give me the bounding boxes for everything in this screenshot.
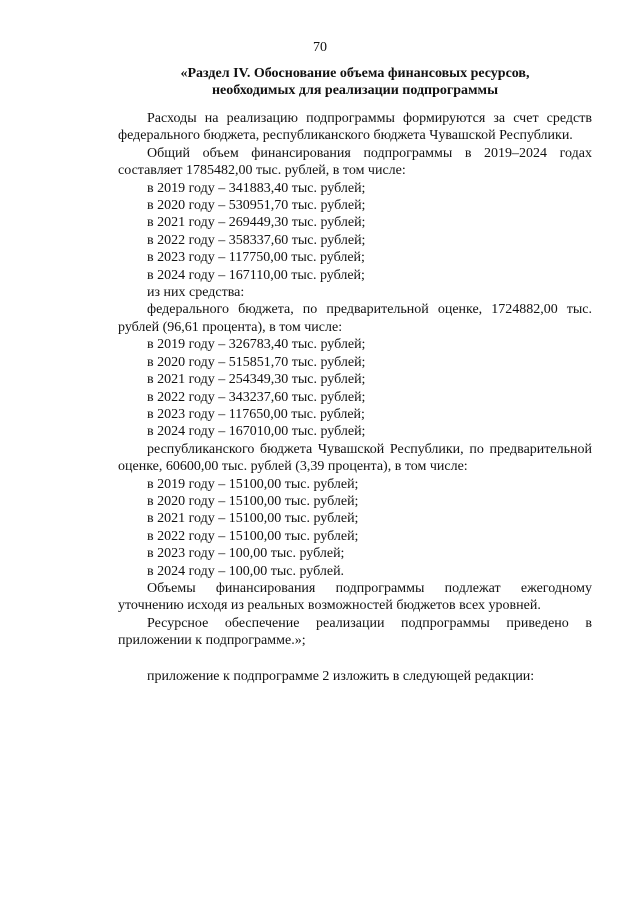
document-body — [118, 110, 592, 685]
federal-year-2022: в 2022 году – 343237,60 тыс. рублей; — [147, 389, 366, 405]
of-which-label: из них средства: — [147, 285, 245, 301]
republic-budget-paragraph: республиканского бюджета Чувашской Республики, по предварительной оценке, 60600,00 тыс. рублей (3,39 процента), в том числе: — [118, 441, 592, 475]
republic-year-2021: в 2021 году – 15100,00 тыс. рублей; — [147, 511, 359, 527]
republic-year-2024: в 2024 году – 100,00 тыс. рублей. — [147, 563, 345, 579]
federal-year-2019: в 2019 году – 326783,40 тыс. рублей; — [147, 337, 366, 353]
closing-paragraph: приложение к подпрограмме 2 изложить в следующей редакции: — [147, 668, 535, 684]
intro-paragraph: Расходы на реализацию подпрограммы формируются за счет средств федерального бюджета, республиканского бюджета Чувашской Республики. — [118, 111, 592, 144]
federal-budget-paragraph: федерального бюджета, по предварительной оценке, 1724882,00 тыс. рублей (96,61 процента), в том числе: — [118, 302, 592, 335]
republic-year-2020: в 2020 году – 15100,00 тыс. рублей; — [147, 493, 359, 509]
federal-year-2023: в 2023 году – 117650,00 тыс. рублей; — [147, 406, 365, 422]
page-number: 70 — [313, 40, 327, 55]
federal-year-2024: в 2024 году – 167010,00 тыс. рублей; — [147, 424, 366, 440]
federal-year-2021: в 2021 году – 254349,30 тыс. рублей; — [147, 372, 366, 388]
resource-paragraph: Ресурсное обеспечение реализации подпрограммы приведено в приложении к подпрограмме.»; — [118, 615, 592, 649]
republic-year-2019: в 2019 году – 15100,00 тыс. рублей; — [147, 476, 359, 492]
adjustment-paragraph: Объемы финансирования подпрограммы подлежат ежегодному уточнению исходя из реальных возможностей бюджетов всех уровней. — [118, 580, 592, 614]
republic-year-2022: в 2022 году – 15100,00 тыс. рублей; — [147, 528, 359, 544]
section-heading — [150, 65, 560, 99]
total-year-2023: в 2023 году – 117750,00 тыс. рублей; — [147, 250, 365, 266]
total-year-2024: в 2024 году – 167110,00 тыс. рублей; — [147, 267, 365, 283]
republic-year-2023: в 2023 году – 100,00 тыс. рублей; — [147, 546, 345, 562]
total-year-2022: в 2022 году – 358337,60 тыс. рублей; — [147, 232, 366, 248]
section-heading-line-1: «Раздел IV. Обоснование объема финансовых ресурсов, — [180, 66, 530, 81]
federal-year-2020: в 2020 году – 515851,70 тыс. рублей; — [147, 354, 366, 370]
total-financing-paragraph: Общий объем финансирования подпрограммы в 2019–2024 годах составляет 1785482,00 тыс. рублей, в том числе: — [118, 145, 592, 179]
total-year-2019: в 2019 году – 341883,40 тыс. рублей; — [147, 180, 366, 196]
section-heading-line-2: необходимых для реализации подпрограммы — [211, 83, 499, 98]
total-year-2020: в 2020 году – 530951,70 тыс. рублей; — [147, 198, 366, 214]
total-year-2021: в 2021 году – 269449,30 тыс. рублей; — [147, 215, 366, 231]
